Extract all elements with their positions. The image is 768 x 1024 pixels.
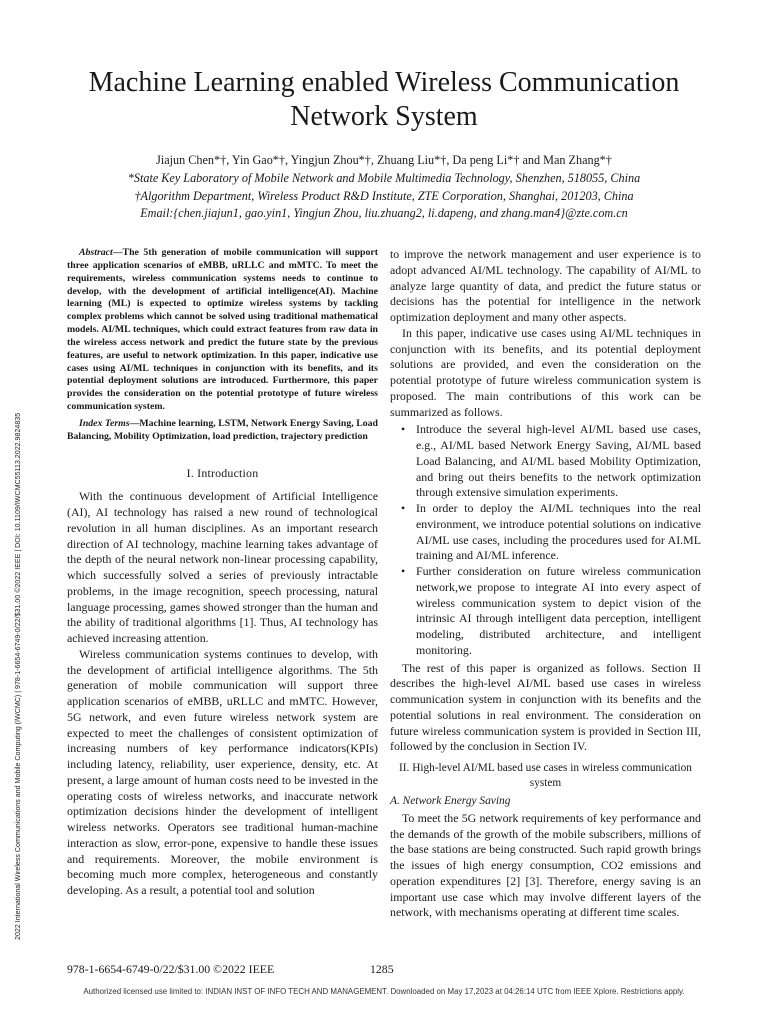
- paper-title: Machine Learning enabled Wireless Communication Network System: [88, 67, 680, 132]
- subsection-heading: A. Network Energy Saving: [390, 795, 511, 807]
- affiliation-1: *State Key Laboratory of Mobile Network and Mobile Multimedia Technology, Shenzhen, 518055, China: [127, 170, 641, 185]
- abstract: [67, 247, 378, 414]
- author-names: Jiajun Chen*†, Yin Gao*†, Yingjun Zhou*†, Zhuang Liu*†, Da peng Li*† and Man Zhang*†: [156, 153, 612, 167]
- paragraph: to improve the network management and user experience is to adopt advanced AI/ML technology. The capability of AI/ML to analyze large quantity of data, and predict the future status or decisions has the potential for intelligence in the network optimization deployment and many other aspects.: [390, 247, 701, 324]
- section-heading-2: II. High-level AI/ML based use cases in wireless communication system: [399, 762, 692, 789]
- footer-isbn: 978-1-6654-6749-0/22/$31.00 ©2022 IEEE: [67, 962, 275, 976]
- paragraph: Wireless communication systems continues to develop, with the development of artificial intelligence algorithms. The 5th generation of mobile communication will support three application scenarios of eMBB, uRLLC and mMTC. However, 5G network, and even future wireless network system are expected to meet the challenges of consistent optimization of increasing numbers of key performance indicators(KPIs) including latency, reliability, user experience, density, etc. At present, a large amount of human costs need to be invested in the operating costs of wireless networks, and inaccurate network optimization decisions hinder the development of intelligent wireless networks. Operators see traditional human-machine interaction as slow, error-pone, expensive to handle these issues and requirements. Moreover, the mobile environment is becoming much more complex, heterogeneous and constantly developing. As a result, a potential tool and solution: [67, 646, 378, 898]
- list-item: • In order to deploy the AI/ML techniques into the real environment, we introduce potential solutions on indicative AI/ML use cases, including the procedures used for AI.ML training and AI/ML inference.: [416, 501, 701, 564]
- list-item: • Introduce the several high-level AI/ML based use cases, e.g., AI/ML based Network Energy Saving, AI/ML based Load Balancing, and AI/ML based Mobility Optimization, and bring out theirs benefits to the network optimization through extensive simulation experiments.: [416, 422, 701, 501]
- index-terms: [67, 418, 378, 444]
- left-column: [67, 247, 378, 899]
- affiliation-2: †Algorithm Department, Wireless Product R&D Institute, ZTE Corporation, Shanghai, 201203, China: [134, 188, 634, 203]
- index-terms-lead: Index Terms: [79, 417, 130, 429]
- author-block: [40, 152, 728, 223]
- abstract-lead: Abstract: [79, 247, 113, 258]
- license-notice: Authorized licensed use limited to: INDIAN INST OF INFO TECH AND MANAGEMENT. Downloaded on May 17,2023 at 04:26:14 UTC from IEEE Xplore. Restrictions apply.: [83, 987, 685, 996]
- paragraph: In this paper, indicative use cases using AI/ML techniques in conjunction with its benefits, and its potential deployment solutions are provided, and even the consideration on the potential prototype of future wireless communication system is proposed. The main contributions of this work can be summarized as follows.: [390, 325, 701, 419]
- list-item: • Further consideration on future wireless communication network,we propose to integrate AI into every aspect of wireless communication system to depict vision of the intrinsic AI through intelligent data perception, intelligent modeling, distributed architecture, and intelligent monitoring.: [416, 564, 701, 659]
- paragraph: With the continuous development of Artificial Intelligence (AI), AI technology has raised a new round of technological revolution in all human disciplines. As an important research direction of AI technology, machine learning takes advantage of the depth of the neural network non-linear processing capability, which successfully solved a series of previously intractable problems, in the image recognition, speech processing, natural language processing, games showed stronger than the human and the ability of traditional algorithms [1]. Thus, AI technology has achieved increasing attention.: [67, 489, 378, 646]
- right-column: [390, 247, 701, 921]
- section-heading-introduction: I. Introduction: [186, 465, 259, 480]
- contribution-list: [390, 422, 701, 658]
- abstract-text: —The 5th generation of mobile communication will support three application scenarios of eMBB, uRLLC and mMTC. To meet the requirements, wireless communication systems needs to continue to develop, with the development of artificial intelligence(AI). Machine learning (ML) is expected to optimize wireless systems by tackling complex problems which cannot be solved using traditional mathematical models. AI/ML techniques, which could extract features from raw data in the wireless access network and predict the future state by the previous features, are useful to network optimization. In this paper, indicative use cases using AI/ML techniques in conjunction with its benefits, and its potential deployment solutions are introduced. Furthermore, this paper provides the consideration on the potential prototype of future wireless communication system.: [67, 247, 378, 413]
- paragraph: The rest of this paper is organized as follows. Section II describes the high-level AI/ML based use cases in wireless communication system in conjunction with its benefits and the potential solutions in real environment. The consideration on future wireless communication system is provided in Section III, followed by the conclusion in Section IV.: [390, 660, 701, 754]
- paragraph: To meet the 5G network requirements of key performance and the demands of the growth of the mobile subscribers, millions of the base stations are being constructed. Such rapid growth brings the issues of high energy consumption, CO2 emissions and operation expenditures [2] [3]. Therefore, energy saving is an important use case which may involve different layers of the network, with mechanisms operating at different time scales.: [390, 810, 701, 920]
- author-emails: Email:{chen.jiajun1, gao.yin1, Yingjun Zhou, liu.zhuang2, li.dapeng, and zhang.man4}@zte.com.cn: [140, 206, 628, 221]
- side-citation-label: 2022 International Wireless Communications and Mobile Computing (IWCMC) | 978-1-6654-6749-0/22/$31.00 ©2022 IEEE | DOI: 10.1109/IWCMC55113.2022.9824835: [14, 412, 22, 940]
- index-terms-text: —Machine learning, LSTM, Network Energy Saving, Load Balancing, Mobility Optimization, load prediction, trajectory prediction: [67, 417, 378, 442]
- page-number: 1285: [370, 962, 394, 976]
